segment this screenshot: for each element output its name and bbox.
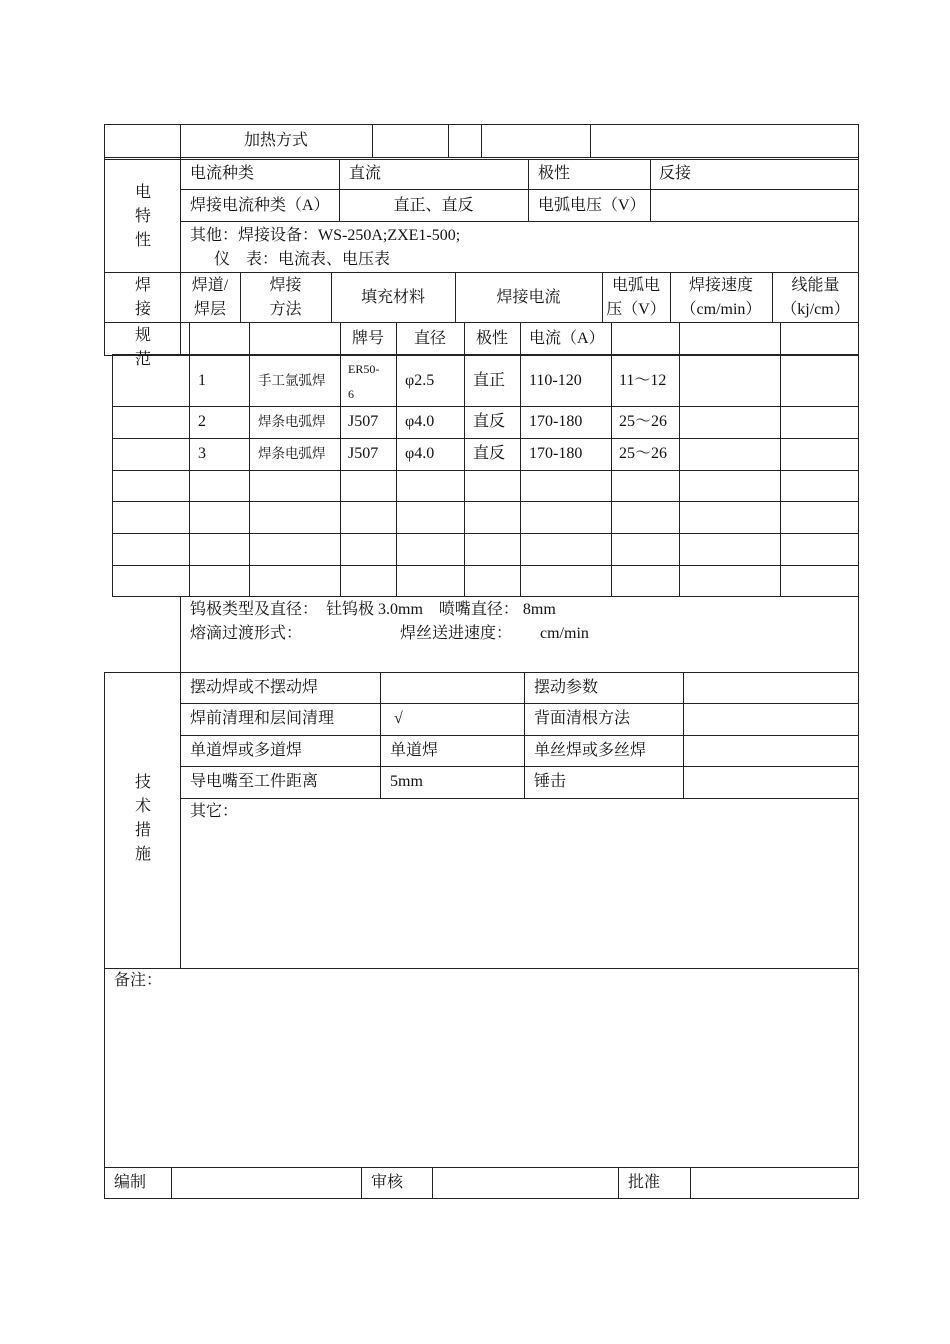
single-multi-wire-label: 单丝焊或多丝焊 xyxy=(534,742,647,759)
rule xyxy=(180,703,859,704)
header-weld-current: 焊接电流 xyxy=(496,289,561,306)
weave-label: 摆动焊或不摆动焊 xyxy=(190,679,319,696)
header-heat-input-2: （kj/cm） xyxy=(781,301,850,318)
remarks-block-frame xyxy=(104,968,859,1199)
rule xyxy=(524,672,525,798)
rule xyxy=(112,406,859,407)
wire-feed-unit: cm/min xyxy=(540,625,589,642)
remarks-label: 备注： xyxy=(114,972,163,989)
rule xyxy=(432,1167,433,1199)
row-polarity: 直反 xyxy=(473,445,506,462)
prepared-by-label: 编制 xyxy=(114,1174,147,1191)
row-pass: 2 xyxy=(198,413,206,430)
rule xyxy=(180,672,181,969)
row-method: 焊条电弧焊 xyxy=(258,446,326,461)
row-polarity: 直反 xyxy=(473,413,506,430)
reviewed-by-label: 审核 xyxy=(371,1174,404,1191)
row-current: 170-180 xyxy=(529,445,583,462)
rule xyxy=(481,124,482,158)
wire-feed-label: 焊丝送进速度： xyxy=(400,625,513,642)
back-gouge-label: 背面清根方法 xyxy=(534,710,631,727)
current-type-value: 直流 xyxy=(349,165,382,182)
header-pass-layer-1: 焊道/ xyxy=(191,277,229,294)
tungsten-line: 钨极类型及直径： 钍钨极 3.0mm 喷嘴直径： 8mm xyxy=(190,601,556,618)
row-pass: 1 xyxy=(198,372,206,389)
header-filler: 填充材料 xyxy=(360,289,425,306)
rule xyxy=(171,1167,172,1199)
clean-label: 焊前清理和层间清理 xyxy=(190,710,335,727)
rule xyxy=(180,189,859,190)
rule xyxy=(112,501,859,502)
rule xyxy=(180,766,859,767)
rule xyxy=(618,1167,619,1199)
subheader-diameter: 直径 xyxy=(413,330,446,347)
rule xyxy=(104,272,859,273)
technique-side-label: 技术措施 xyxy=(134,774,151,863)
rule xyxy=(361,1167,362,1199)
header-pass-layer-2: 焊层 xyxy=(193,301,226,318)
row-voltage: 25～26 xyxy=(619,413,668,430)
row-current: 110-120 xyxy=(529,372,582,389)
rule xyxy=(448,124,449,158)
ctwd-value: 5mm xyxy=(390,773,423,790)
approved-by-label: 批准 xyxy=(628,1174,661,1191)
heating-method-label: 加热方式 xyxy=(243,132,308,149)
header-heat-input-1: 线能量 xyxy=(791,277,840,294)
rule xyxy=(112,533,859,534)
rule xyxy=(112,565,859,566)
header-speed-1: 焊接速度 xyxy=(688,277,753,294)
row-brand: J507 xyxy=(348,445,379,462)
header-speed-2: （cm/min） xyxy=(680,301,762,318)
rule xyxy=(180,798,859,799)
row-brand-line1: ER50- xyxy=(348,362,380,376)
row-diameter: φ4.0 xyxy=(405,445,435,462)
rule xyxy=(683,672,684,798)
technique-other-label: 其它： xyxy=(190,803,239,820)
weave-param-label: 摆动参数 xyxy=(534,679,599,696)
clean-value: √ xyxy=(394,710,403,727)
weld-current-type-value: 直正、直反 xyxy=(393,197,474,214)
current-type-label: 电流种类 xyxy=(190,165,255,182)
header-arc-voltage-1: 电弧电 xyxy=(611,277,660,294)
single-multi-pass-value: 单道焊 xyxy=(390,742,439,759)
rule xyxy=(104,322,859,323)
row-method: 手工氩弧焊 xyxy=(258,373,326,388)
rule xyxy=(590,124,591,158)
row-voltage: 25～26 xyxy=(619,445,668,462)
peening-label: 锤击 xyxy=(534,773,567,790)
spec-side-label-bottom: 规范 xyxy=(134,327,151,368)
rule xyxy=(528,159,529,222)
row-diameter: φ2.5 xyxy=(405,372,435,389)
row-brand: J507 xyxy=(348,413,379,430)
row-pass: 3 xyxy=(198,445,206,462)
rule xyxy=(380,672,381,798)
subheader-current: 电流（A） xyxy=(529,330,605,347)
row-voltage: 11～12 xyxy=(619,372,667,389)
electrical-side-label: 电特性 xyxy=(134,184,151,249)
row-brand-line2: 6 xyxy=(348,387,354,401)
rule xyxy=(180,735,859,736)
row-diameter: φ4.0 xyxy=(405,413,435,430)
rule xyxy=(104,1167,859,1168)
row-polarity: 直正 xyxy=(473,372,506,389)
rule xyxy=(104,159,859,160)
arc-voltage-label: 电弧电压（V） xyxy=(538,197,646,214)
other-instruments-line: 仪 表：电流表、电压表 xyxy=(214,251,391,268)
rule xyxy=(112,438,859,439)
rule xyxy=(690,1167,691,1199)
row-method: 焊条电弧焊 xyxy=(258,414,326,429)
subheader-brand: 牌号 xyxy=(351,330,384,347)
ctwd-label: 导电嘴至工件距离 xyxy=(190,773,319,790)
rule xyxy=(180,221,859,222)
polarity-value: 反接 xyxy=(659,165,692,182)
spec-side-label-top: 焊接 xyxy=(134,277,151,318)
transfer-mode-label: 熔滴过渡形式： xyxy=(190,625,303,642)
header-method-2: 方法 xyxy=(269,301,302,318)
rule xyxy=(112,470,859,471)
header-method-1: 焊接 xyxy=(269,277,302,294)
rule xyxy=(650,159,651,222)
header-arc-voltage-2: 压（V） xyxy=(606,301,666,318)
row-current: 170-180 xyxy=(529,413,583,430)
single-multi-pass-label: 单道焊或多道焊 xyxy=(190,742,303,759)
weld-current-type-label: 焊接电流种类（A） xyxy=(190,197,330,214)
rule xyxy=(372,124,373,158)
subheader-polarity: 极性 xyxy=(475,330,508,347)
other-equipment-line: 其他：焊接设备：WS-250A;ZXE1-500; xyxy=(190,227,461,244)
rule xyxy=(180,322,181,356)
polarity-label: 极性 xyxy=(538,165,571,182)
